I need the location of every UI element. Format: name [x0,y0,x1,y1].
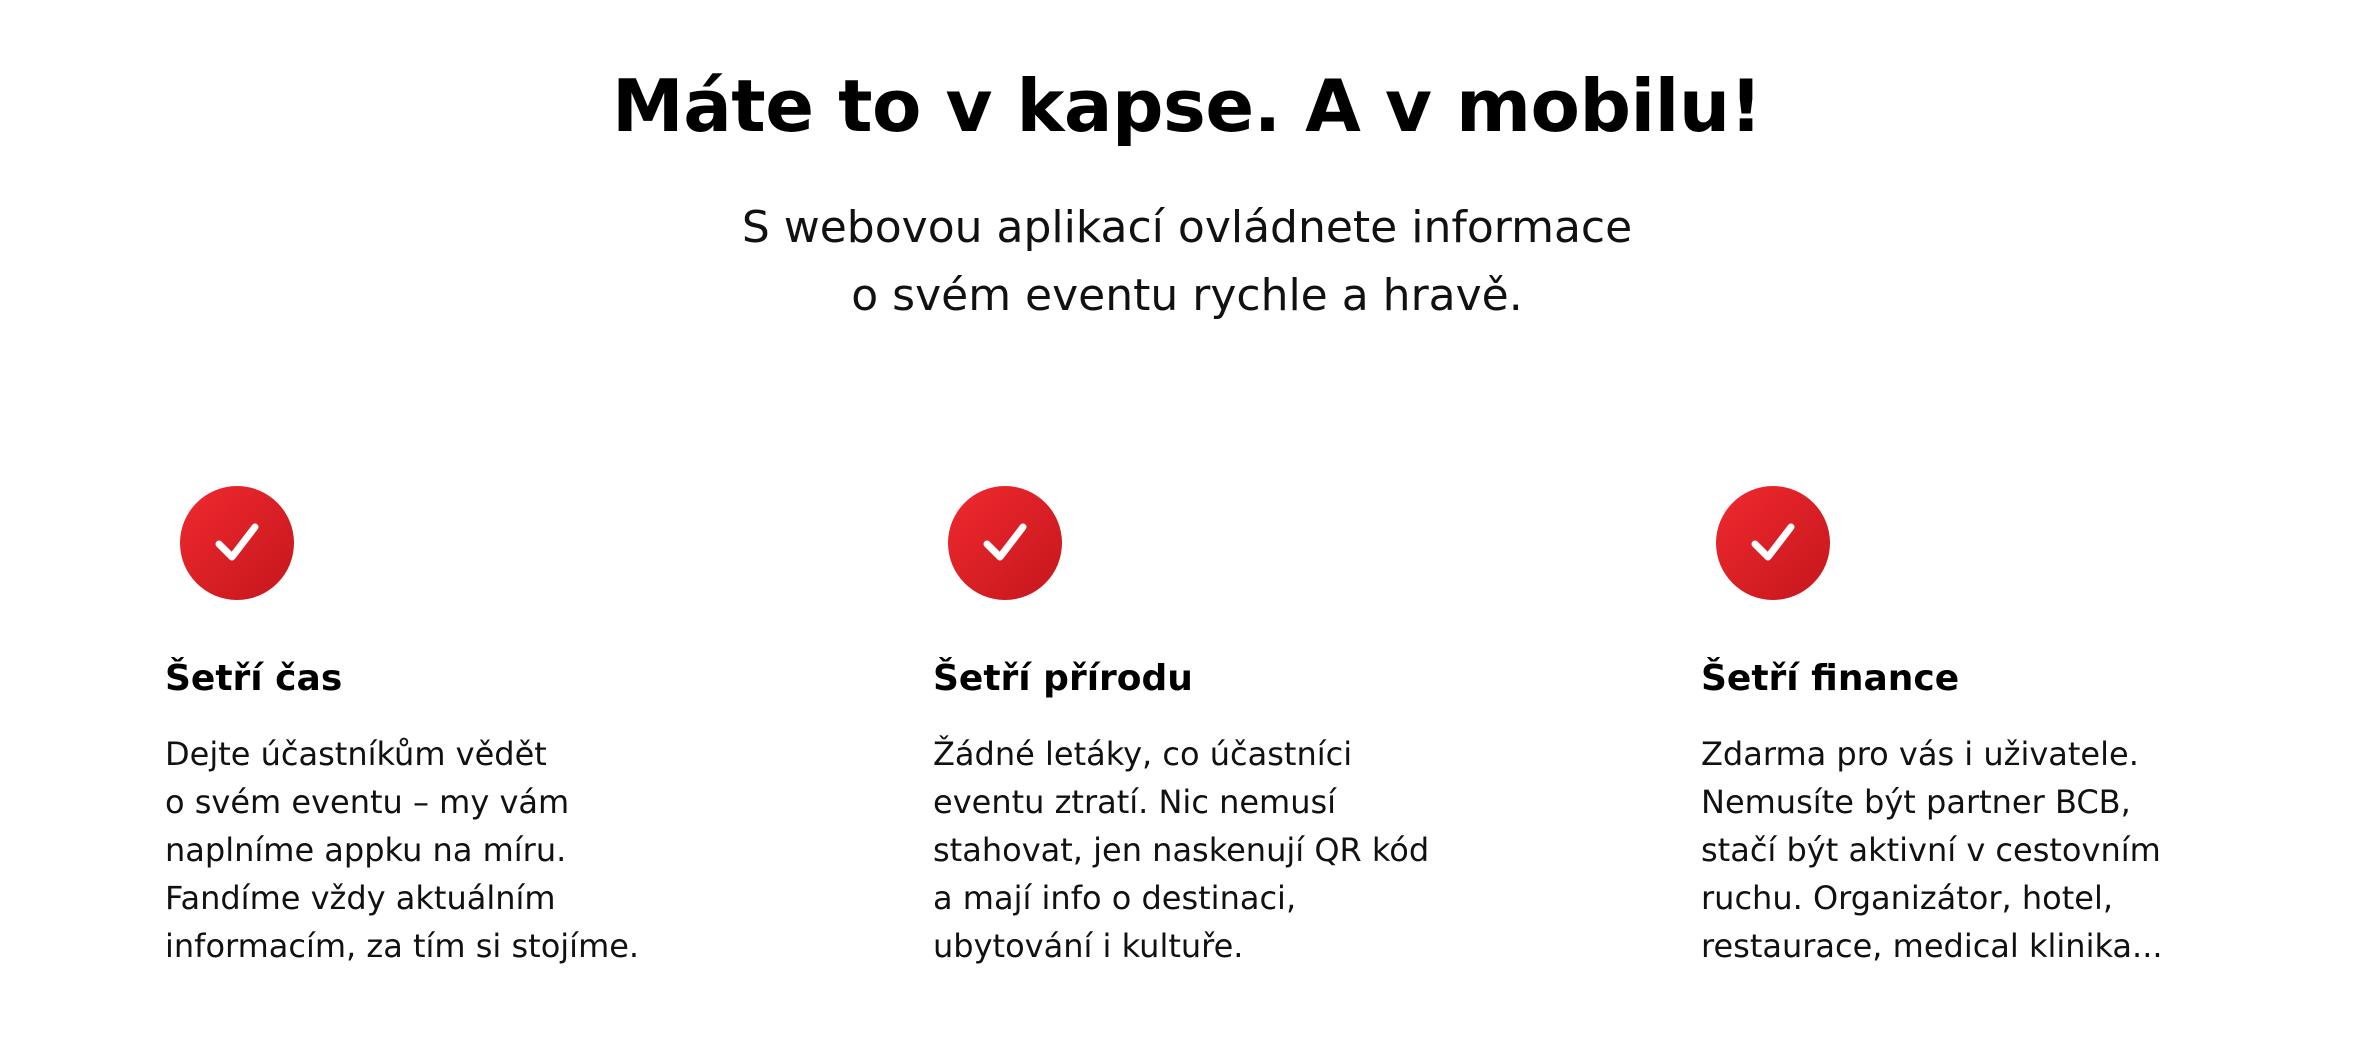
feature-description-line: restaurace, medical klinika... [1701,927,2163,965]
page-title: Máte to v kapse. A v mobilu! [612,64,1762,148]
feature-title: Šetří čas [165,658,343,699]
feature-description [933,730,1633,970]
feature-description-line: naplníme appku na míru. [165,831,567,869]
feature-description [165,730,865,970]
feature-description-line: eventu ztratí. Nic nemusí [933,783,1337,821]
feature-description [1701,730,2374,970]
feature-title: Šetří finance [1701,658,1960,699]
feature-description-line: Fandíme vždy aktuálním [165,879,556,917]
feature-description-line: ruchu. Organizátor, hotel, [1701,879,2113,917]
feature-description-line: a mají info o destinaci, [933,879,1297,917]
hero-subtitle-line: S webovou aplikací ovládnete informace [741,202,1633,253]
feature-description-line: Dejte účastníkům vědět [165,735,547,773]
hero-subtitle-line: o svém eventu rychle a hravě. [851,270,1523,321]
check-icon [180,486,294,600]
feature-description-line: Žádné letáky, co účastníci [933,735,1353,773]
feature-description-line: stahovat, jen naskenují QR kód [933,831,1430,869]
feature-description-line: o svém eventu – my vám [165,783,570,821]
feature-description-line: informacím, za tím si stojíme. [165,927,640,965]
feature-title: Šetří přírodu [933,658,1193,699]
check-icon [1716,486,1830,600]
feature-description-line: stačí být aktivní v cestovním [1701,831,2161,869]
feature-description-line: Nemusíte být partner BCB, [1701,783,2131,821]
feature-description-line: Zdarma pro vás i uživatele. [1701,735,2139,773]
check-icon [948,486,1062,600]
feature-description-line: ubytování i kultuře. [933,927,1244,965]
